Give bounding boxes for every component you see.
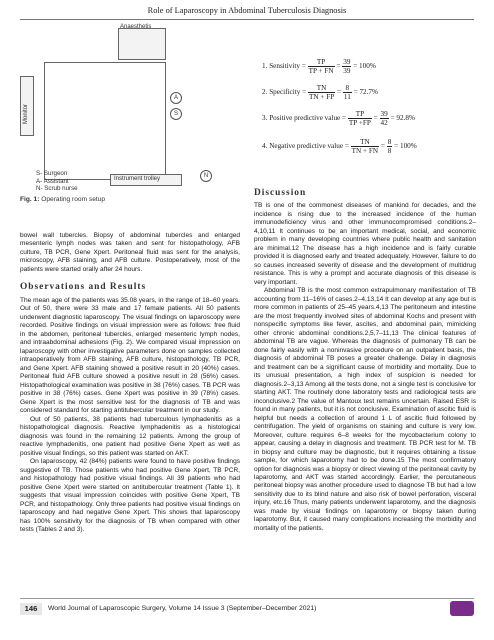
denominator: TP +FP (348, 119, 371, 127)
intro-paragraph: bowel wall tubercles. Biopsy of abdominal tubercles and enlarged mesenteric lymph nodes was taken and sent for histopathology, AFB culture, TB PCR, Gene Xpert. Peritoneal fluid was sent for the analysis, microscopy, AFB staining, and AFB culture. Postoperatively, most of the patients were started orally after 24 hours. (20, 232, 240, 273)
formula-lhs: Specificity = (269, 88, 307, 97)
right-column (254, 180, 476, 533)
numerator: TP (316, 58, 326, 66)
fraction-values (342, 58, 351, 75)
fraction-values (380, 110, 389, 127)
nurse-marker: N (200, 170, 212, 182)
numerator: TN (316, 84, 327, 92)
formula-result: = 100% (353, 62, 376, 71)
assistant-marker: A (170, 92, 182, 104)
numerator: TN (360, 138, 370, 146)
anaesthesia-area (118, 28, 166, 60)
operating-table (44, 62, 166, 180)
header-rule (20, 19, 474, 20)
formula-lhs: Negative predictive value = (269, 142, 349, 151)
formula-ppv (262, 110, 415, 127)
formula-result: = 92.8% (390, 114, 415, 123)
equals: = (337, 88, 342, 97)
formula-number: 2. (262, 88, 268, 97)
denominator: TN + FP (308, 93, 335, 101)
caption-label: Fig. 1: (20, 196, 40, 203)
discussion-paragraph-1: TB is one of the commonest diseases of mankind for decades, and the incidence is rising due to the increased incidence of the human immunodeficiency virus and other immunocompromised conditions.2–4,10,11 It continues to be an important medical, social, and economic problem in many developing countries where public health and sanitation are minimal.12 The disease has a high incidence and is fairly curable provided it is diagnosed early and treated adequately. However, failure to do so causes increased severity of disease and the development of multidrug resistance. This is why a prompt and accurate diagnosis of this disease is very important. (254, 202, 476, 286)
formula-number: 3. (262, 114, 268, 123)
discussion-heading: Discussion (254, 188, 307, 198)
numerator-value: 39 (380, 110, 388, 118)
formula-npv (262, 138, 417, 155)
fraction (308, 84, 335, 101)
numerator: TP (355, 110, 365, 118)
fraction-values (343, 84, 352, 101)
legend-surgeon: S- Surgeon (36, 170, 68, 177)
formula-lhs: Positive predictive value = (269, 114, 347, 123)
results-paragraph-2: Out of 50 patients, 38 patients had tuberculous lymphadenitis as a histopathological diagnosis. Reactive lymphadenitis as a histological diagnosis was found in the remaining 12 patients. Among the group of reactive lymphadenitis, one patient had positive Gene Xpert as well as positive visual findings, so this patient was started on AKT. (20, 415, 240, 457)
results-paragraph-1: The mean age of the patients was 35.08 years, in the range of 18–60 years. Out of 50, there were 33 male and 17 female patients. All 50 patients underwent diagnostic laparoscopy. The visual findings on laparoscopy were recorded. Positive findings on visual impression were as follows: free fluid in the abdomen, peritoneal tubercles, enlarged mesenteric lymph nodes, and intraabdominal adhesions (Fig. 2). We compared visual impression on laparoscopy with other investigative parameters done on samples collected intraoperatively from AFB staining, AFB culture, histopathology, TB PCR, and Gene Xpert. AFB staining showed a positive result in 20 (40%) cases. Peritoneal fluid AFB culture showed a positive result in 28 (56%) cases. Histopathological examination was positive in 38 (76%) cases. TB PCR was positive in 38 (76%) cases. Gene Xpert was positive in 39 (78%) cases. Gene Xpert is the most sensitive test for the diagnosis of TB and was considered standard for starting antitubercular treatment in our study. (20, 296, 240, 415)
formula-specificity (262, 84, 378, 101)
numerator-value: 8 (345, 84, 350, 92)
journal-citation: World Journal of Laparoscopic Surgery, Volume 14 Issue 3 (September–December 2021) (48, 605, 317, 612)
anaesthesia-label: Anaesthetis (120, 24, 152, 30)
figure-caption (20, 196, 105, 203)
fraction (308, 58, 335, 75)
figure-operating-room (20, 26, 245, 231)
publisher-logo-icon (450, 601, 474, 616)
figure-legend (36, 170, 78, 193)
discussion-paragraph-2: Abdominal TB is the most common extrapulmonary manifestation of TB accounting from 11–16% of cases.2–4,13,14 It can develop at any age but is more common in patients of 25–45 years.4,13 The peritoneum and intestine are the most frequently involved sites of abdominal Kochs and present with nonspecific symptoms like fever, ascites, and abdominal pain, mimicking other chronic abdominal conditions.2,5,7–11,13 The clinical features of abdominal TB are vague. Whereas the diagnosis of pulmonary TB can be done fairly easily with a noninvasive procedure on an outpatient basis, the diagnosis of abdominal TB poses a greater challenge. Delay in diagnosis and treatment can be a significant cause of morbidity and mortality. Due to its unusual presentation, a high index of suspicion is needed for diagnosis.2–3,13 Among all the tests done, not a single test is conclusive for starting AKT. The routinely done laboratory tests and radiological tests are inconclusive.2 The value of Mantoux test remains uncertain. Raised ESR is found in many patients, but it is not conclusive. Examination of ascitic fluid is helpful but needs a collection of around 1 L of ascitic fluid followed by centrifugation. The yield of organisms on staining and culture is very low. Moreover, culture requires 6–8 weeks for the mycobacterium colony to appear, causing a delay in diagnosis and treatment. TB PCR test for M. TB in biopsy and culture may be diagnostic, but it requires obtaining a tissue sample, for which laparotomy had to be done.15 The most confirmatory option for diagnosis was a biopsy or direct viewing of the peritoneal cavity by laparotomy, and AKT was started accordingly. Earlier, the percutaneous peritoneal biopsy was another procedure used to diagnose TB but had a low sensitivity due to its blind nature and also risk of bowel perforation, visceral injury, etc.16 Thus, many patients underwent laparotomy, and the diagnosis was made by visual findings on laparotomy or biopsy taken during laparotomy. But, it caused many complications increasing the morbidity and mortality of the patients. (254, 287, 476, 532)
equals: = (336, 62, 341, 71)
denominator-value: 42 (380, 119, 388, 127)
denominator-value: 11 (343, 93, 351, 101)
denominator: TP + FN (308, 67, 334, 75)
instrument-trolley-label: Instrument trolley (114, 176, 161, 182)
equals: = (373, 114, 378, 123)
monitor-label-wrap (23, 74, 33, 134)
formula-result: = 72.7% (353, 88, 379, 97)
numerator-value: 8 (387, 138, 392, 146)
fraction (348, 110, 372, 127)
results-paragraph-3: On laparoscopy, 42 (84%) patients were found to have positive findings suggestive of TB. Those patients who had positive Gene Xpert, TB PCR, and histopathology had positive visual findings. All 39 patients who had positive Gene Xpert were started on antitubercular treatment (Table 1). It suggests that visual impression coincides with positive Gene Xpert, TB PCR, and histopathology. Only three patients had positive visual findings on laparoscopy and had negative Gene Xpert. This shows that laparoscopy has 100% sensitivity for the diagnosis of TB when compared with other tests (Tables 2 and 3). (20, 458, 240, 533)
equals: = (380, 142, 385, 151)
running-head: Role of Laparoscopy in Abdominal Tuberculosis Diagnosis (147, 6, 347, 15)
results-heading: Observations and Results (20, 282, 147, 293)
legend-assistant: A- Assistant (36, 177, 69, 185)
fraction-values (387, 138, 393, 155)
legend-nurse: N- Scrub nurse (36, 185, 78, 193)
formula-number: 1. (262, 62, 268, 71)
footer-rule (20, 598, 474, 599)
formula-sensitivity (262, 58, 376, 75)
monitor-label: Monitor (23, 103, 29, 124)
formula-lhs: Sensitivity = (269, 62, 306, 71)
page-number: 146 (20, 603, 42, 615)
left-column (20, 232, 240, 534)
denominator: TN + FN (351, 147, 379, 155)
formula-number: 4. (262, 142, 268, 151)
formula-result: = 100% (394, 142, 417, 151)
fraction (351, 138, 379, 155)
denominator-value: 39 (343, 67, 351, 75)
surgeon-marker: S (170, 108, 182, 120)
numerator-value: 39 (343, 58, 351, 66)
caption-text: Operating room setup (39, 196, 106, 203)
denominator-value: 8 (387, 147, 392, 155)
